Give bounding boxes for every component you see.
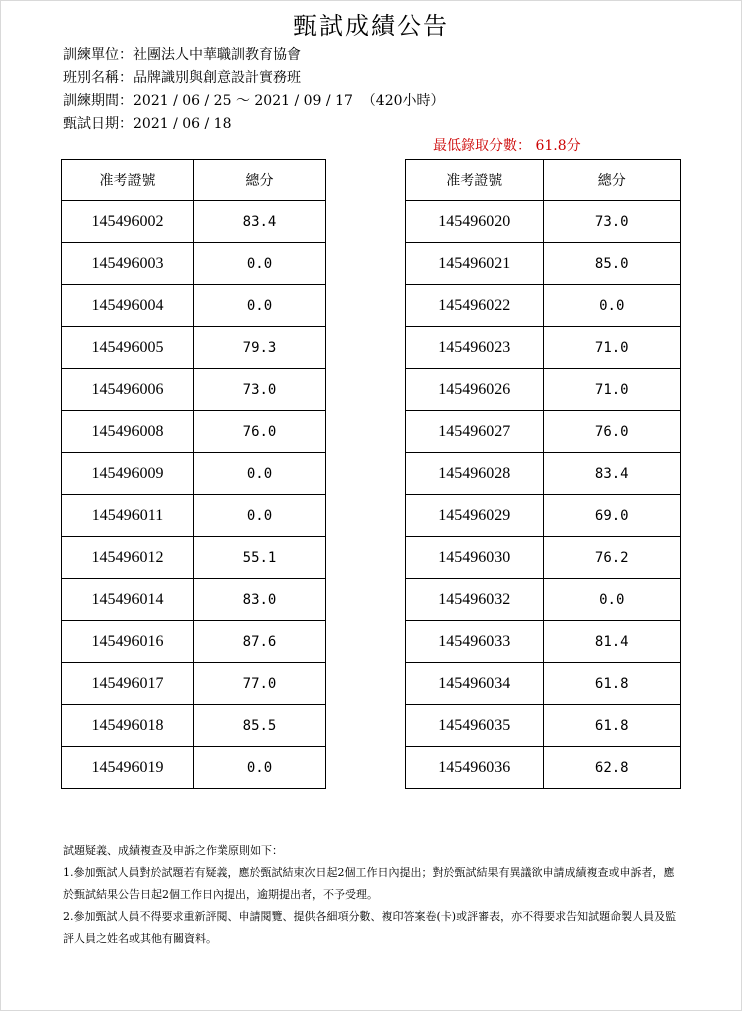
exam-id: 145496002 xyxy=(62,201,194,243)
total-score: 0.0 xyxy=(543,285,681,327)
table-row xyxy=(406,411,681,453)
total-score: 0.0 xyxy=(194,747,326,789)
table-row xyxy=(62,411,326,453)
total-score: 79.3 xyxy=(194,327,326,369)
training-period: 訓練期間：2021 / 06 / 25 ～ 2021 / 09 / 17 （420小時） xyxy=(63,93,445,109)
table-row xyxy=(406,579,681,621)
exam-id: 145496014 xyxy=(62,579,194,621)
table-row xyxy=(62,537,326,579)
total-score: 83.0 xyxy=(194,579,326,621)
exam-id: 145496018 xyxy=(62,705,194,747)
header-total-score: 總分 xyxy=(543,160,681,201)
header-total-score: 總分 xyxy=(194,160,326,201)
exam-id: 145496020 xyxy=(406,201,544,243)
table-row xyxy=(62,495,326,537)
table-row xyxy=(406,201,681,243)
table-row xyxy=(62,621,326,663)
total-score: 0.0 xyxy=(543,579,681,621)
header-exam-id: 准考證號 xyxy=(62,160,194,201)
total-score: 0.0 xyxy=(194,243,326,285)
total-score: 85.0 xyxy=(543,243,681,285)
table-row xyxy=(62,579,326,621)
exam-id: 145496016 xyxy=(62,621,194,663)
exam-id: 145496036 xyxy=(406,747,544,789)
exam-id: 145496034 xyxy=(406,663,544,705)
exam-id: 145496035 xyxy=(406,705,544,747)
total-score: 71.0 xyxy=(543,369,681,411)
class-name: 班別名稱：品牌識別與創意設計實務班 xyxy=(63,70,301,86)
table-row xyxy=(62,705,326,747)
table-row xyxy=(406,243,681,285)
exam-id: 145496019 xyxy=(62,747,194,789)
exam-id: 145496009 xyxy=(62,453,194,495)
table-row xyxy=(62,243,326,285)
exam-id: 145496030 xyxy=(406,537,544,579)
total-score: 73.0 xyxy=(194,369,326,411)
table-row xyxy=(62,327,326,369)
table-row xyxy=(62,285,326,327)
table-row xyxy=(62,747,326,789)
total-score: 83.4 xyxy=(543,453,681,495)
table-row xyxy=(406,621,681,663)
total-score: 81.4 xyxy=(543,621,681,663)
table-row xyxy=(406,537,681,579)
exam-id: 145496022 xyxy=(406,285,544,327)
exam-id: 145496005 xyxy=(62,327,194,369)
total-score: 0.0 xyxy=(194,495,326,537)
notes-heading: 試題疑義、成績複查及申訴之作業原則如下： xyxy=(63,844,283,857)
table-row xyxy=(406,495,681,537)
total-score: 62.8 xyxy=(543,747,681,789)
total-score: 87.6 xyxy=(194,621,326,663)
table-row xyxy=(406,663,681,705)
exam-id: 145496006 xyxy=(62,369,194,411)
exam-id: 145496017 xyxy=(62,663,194,705)
table-row xyxy=(62,663,326,705)
table-row xyxy=(406,453,681,495)
training-info xyxy=(63,44,445,136)
header-exam-id: 准考證號 xyxy=(406,160,544,201)
exam-id: 145496026 xyxy=(406,369,544,411)
table-row xyxy=(406,747,681,789)
exam-id: 145496027 xyxy=(406,411,544,453)
total-score: 0.0 xyxy=(194,285,326,327)
exam-id: 145496023 xyxy=(406,327,544,369)
total-score: 76.0 xyxy=(194,411,326,453)
appeal-notes xyxy=(63,840,683,950)
total-score: 61.8 xyxy=(543,705,681,747)
exam-id: 145496033 xyxy=(406,621,544,663)
exam-id: 145496011 xyxy=(62,495,194,537)
minimum-admission-score: 最低錄取分數： 61.8分 xyxy=(433,138,581,154)
notes-item-2: 2.參加甄試人員不得要求重新評閱、申請閱覽、提供各細項分數、複印答案卷(卡)或評審表，亦不得要求告知試題命製人員及監評人員之姓名或其他有關資料。 xyxy=(63,910,677,945)
total-score: 85.5 xyxy=(194,705,326,747)
table-row xyxy=(62,453,326,495)
total-score: 73.0 xyxy=(543,201,681,243)
exam-id: 145496028 xyxy=(406,453,544,495)
total-score: 77.0 xyxy=(194,663,326,705)
total-score: 55.1 xyxy=(194,537,326,579)
score-table-right xyxy=(405,159,681,789)
table-header-row xyxy=(406,160,681,201)
notes-item-1: 1.參加甄試人員對於試題若有疑義，應於甄試結束次日起2個工作日內提出；對於甄試結果有異議欲申請成績複查或申訴者，應於甄試結果公告日起2個工作日內提出，逾期提出者，不予受理。 xyxy=(63,866,675,901)
table-row xyxy=(62,369,326,411)
total-score: 61.8 xyxy=(543,663,681,705)
exam-id: 145496029 xyxy=(406,495,544,537)
table-row xyxy=(406,285,681,327)
score-table-left xyxy=(61,159,326,789)
page-title: 甄試成績公告 xyxy=(293,12,449,40)
exam-id: 145496003 xyxy=(62,243,194,285)
exam-id: 145496004 xyxy=(62,285,194,327)
exam-date: 甄試日期：2021 / 06 / 18 xyxy=(63,116,232,132)
table-header-row xyxy=(62,160,326,201)
table-row xyxy=(406,369,681,411)
table-row xyxy=(406,327,681,369)
exam-id: 145496012 xyxy=(62,537,194,579)
total-score: 69.0 xyxy=(543,495,681,537)
total-score: 76.2 xyxy=(543,537,681,579)
exam-id: 145496032 xyxy=(406,579,544,621)
exam-id: 145496021 xyxy=(406,243,544,285)
table-row xyxy=(62,201,326,243)
total-score: 0.0 xyxy=(194,453,326,495)
total-score: 76.0 xyxy=(543,411,681,453)
table-row xyxy=(406,705,681,747)
total-score: 83.4 xyxy=(194,201,326,243)
total-score: 71.0 xyxy=(543,327,681,369)
training-unit: 訓練單位：社團法人中華職訓教育協會 xyxy=(63,47,301,63)
exam-id: 145496008 xyxy=(62,411,194,453)
